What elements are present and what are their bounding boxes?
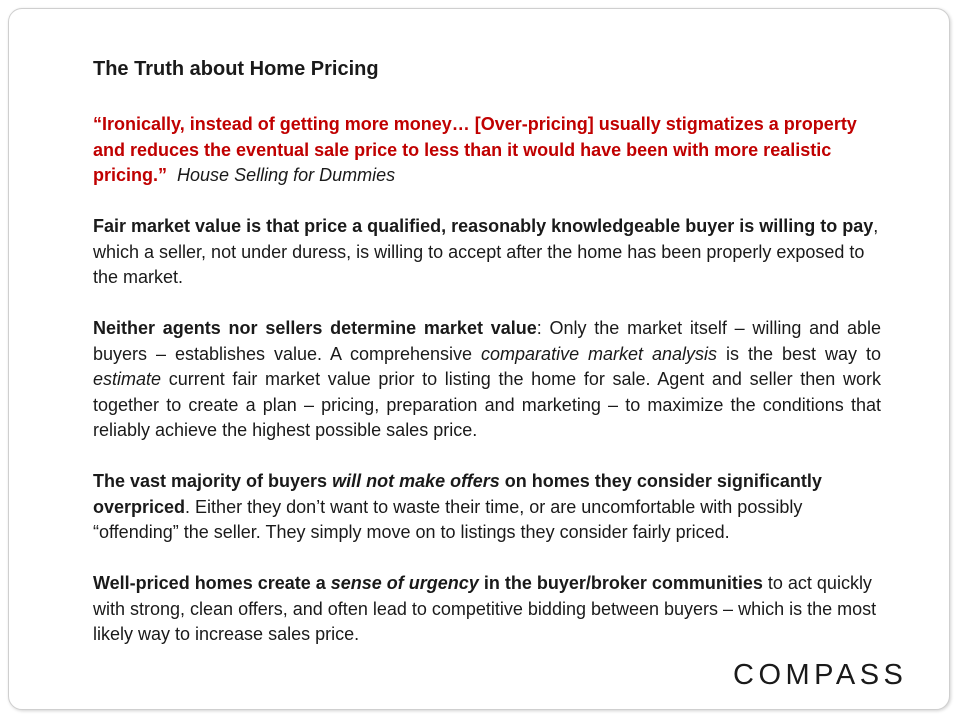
buyers-bold-italic: will not make offers [332,471,500,491]
quote-text: “Ironically, instead of getting more money… [Over-pricing] usually stigmatizes a property and reduces the eventual sale price to less than it would have been with more realistic pricing.” [93,114,857,185]
buyers-rest: . Either they don’t want to waste their time, or are uncomfortable with possibly “offending” the seller. They simply move on to listings they consider fairly priced. [93,496,803,542]
urgency-paragraph [93,571,881,648]
urgency-bold-italic: sense of urgency [330,573,479,593]
market-value-paragraph [93,316,881,444]
fair-market-bold: Fair market value is that price a qualified, reasonably knowledgeable buyer is willing to pay [93,216,874,236]
fair-market-rest: , which a seller, not under duress, is willing to accept after the home has been properly exposed to the market. [93,216,879,287]
fair-market-paragraph [93,214,881,291]
buyers-bold-2: on homes they consider significantly overpriced [93,471,822,517]
buyers-bold-1: The vast majority of buyers [93,471,333,491]
market-value-bold: Neither agents nor sellers determine market value [93,318,537,338]
market-value-italic-1: comparative market analysis [481,343,718,364]
market-value-text-2: is the best way to [717,343,881,364]
market-value-text-3: current fair market value prior to listing the home for sale. Agent and seller then work together to create a plan – pricing, preparation and marketing – to maximize the conditions that reliably achieve the highest possible sales price. [93,369,881,440]
page-title: The Truth about Home Pricing [93,58,379,80]
urgency-bold-2: in the buyer/broker communities [478,573,763,593]
urgency-bold-1: Well-priced homes create a [93,573,331,593]
quote-paragraph [93,112,881,189]
slide-content [93,55,881,673]
urgency-rest: to act quickly with strong, clean offers, and often lead to competitive bidding between buyers – which is the most likely way to increase sales price. [93,573,877,644]
market-value-text-1: : Only the market itself – willing and able buyers – establishes value. A comprehensive [93,318,881,364]
market-value-italic-2: estimate [93,369,162,389]
slide-frame [8,8,950,710]
buyers-paragraph [93,469,881,546]
quote-source: House Selling for Dummies [177,165,396,185]
compass-logo: COMPASS [733,659,908,691]
